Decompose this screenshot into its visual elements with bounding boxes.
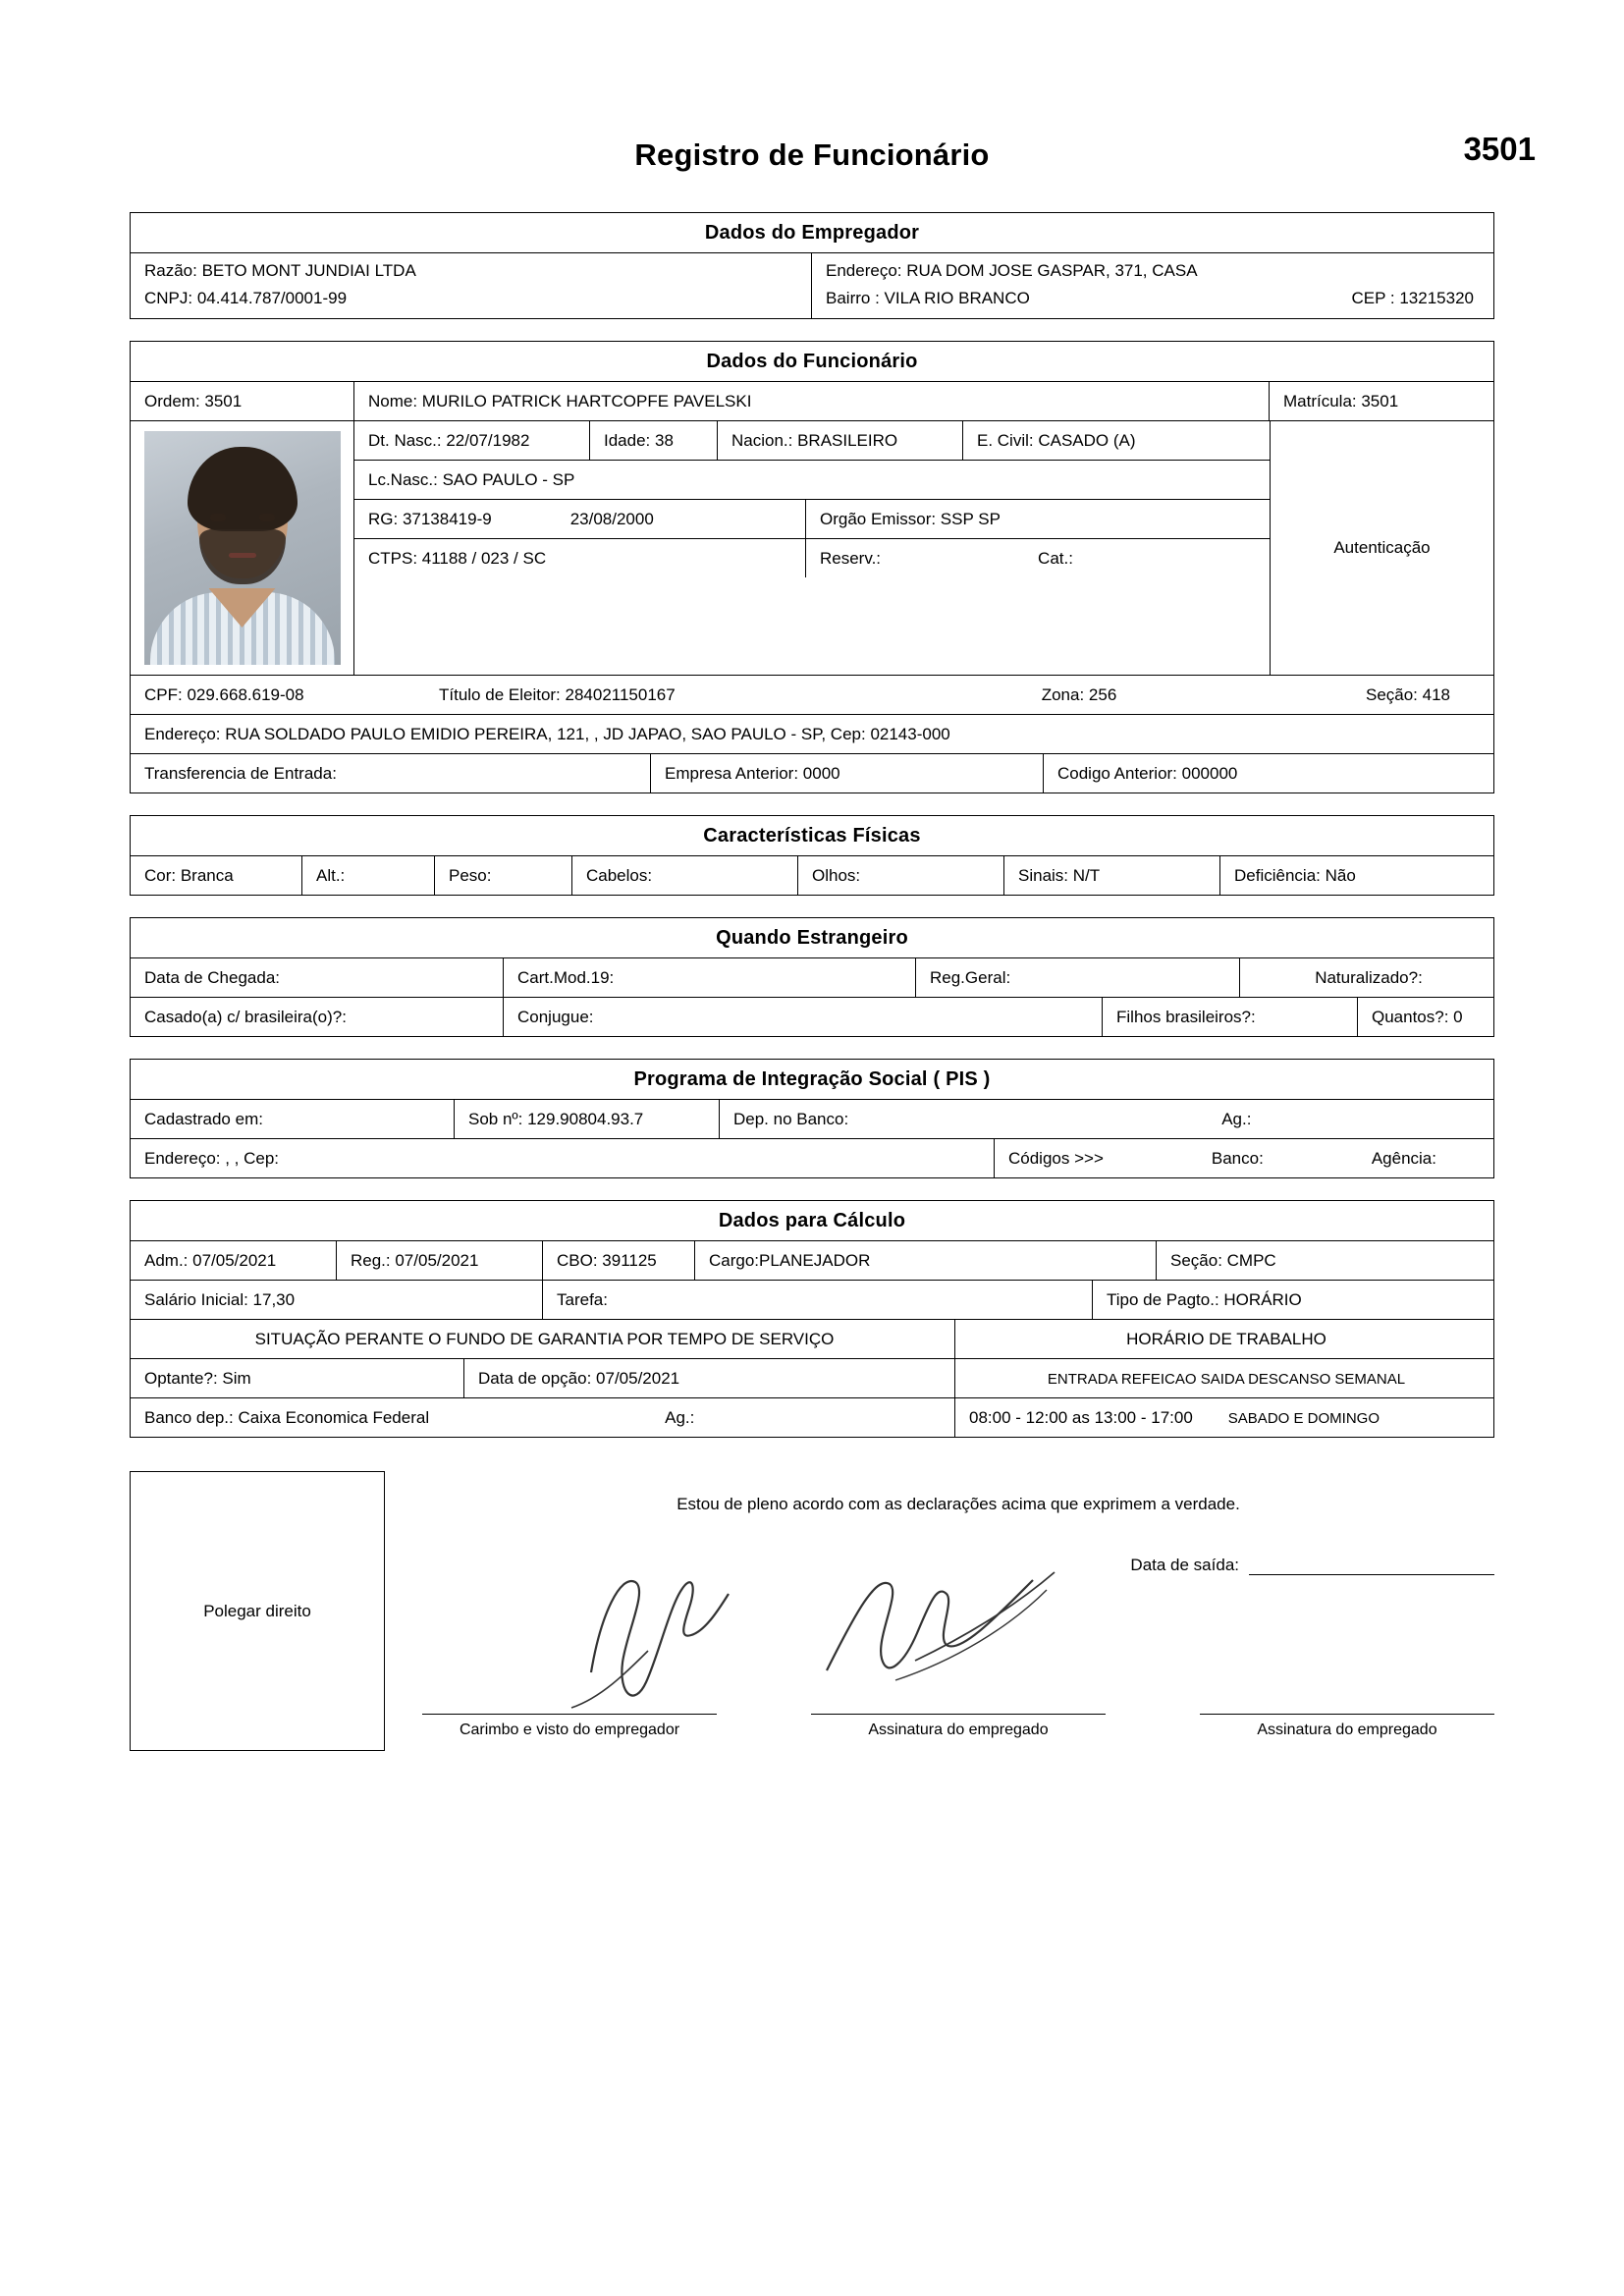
- field-zona: Zona: 256: [1041, 685, 1117, 704]
- field-reserv: Reserv.:: [820, 549, 882, 568]
- polegar-direito-box: [130, 1471, 385, 1751]
- field-cargo: Cargo:PLANEJADOR: [695, 1241, 1157, 1280]
- field-codigo-anterior: Codigo Anterior: 000000: [1057, 764, 1238, 783]
- field-cbo: CBO: 391125: [543, 1241, 695, 1280]
- field-cpf: CPF: 029.668.619-08: [144, 685, 304, 704]
- sig-carimbo: [422, 1714, 717, 1739]
- row-calculo-1: [131, 1241, 1493, 1281]
- field-transferencia: Transferencia de Entrada:: [131, 754, 651, 793]
- declaracao-acordo: Estou de pleno acordo com as declarações acima que exprimem a verdade.: [677, 1495, 1240, 1513]
- section-empregador: [130, 212, 1494, 319]
- row-calculo-subtitles: [131, 1320, 1493, 1359]
- field-adm: Adm.: 07/05/2021: [131, 1241, 337, 1280]
- row-fisicas: [131, 856, 1493, 895]
- field-reserva-cat: [806, 539, 1270, 577]
- field-ordem: Ordem: 3501: [131, 382, 354, 420]
- signature-empregado-1: [807, 1543, 1102, 1700]
- row-ctps: [354, 539, 1270, 577]
- row-calculo-optante: [131, 1359, 1493, 1398]
- empregador-left: [131, 253, 812, 318]
- photo-brow-left: [205, 502, 231, 509]
- field-secao-calculo: Seção: CMPC: [1170, 1251, 1276, 1270]
- field-empresa-anterior: Empresa Anterior: 0000: [651, 754, 1044, 793]
- horario-headers: ENTRADA REFEICAO SAIDA DESCANSO SEMANAL: [1047, 1370, 1406, 1388]
- field-banco-dep: Banco dep.: Caixa Economica Federal: [144, 1408, 430, 1427]
- field-naturalizado: Naturalizado?:: [1315, 968, 1423, 987]
- field-cep: CEP : 13215320: [1351, 289, 1474, 307]
- polegar-label: Polegar direito: [203, 1601, 311, 1620]
- field-banco-dep-group: [131, 1398, 955, 1437]
- field-cadastrado-em: Cadastrado em:: [131, 1100, 455, 1138]
- field-razao: Razão: BETO MONT JUNDIAI LTDA: [144, 261, 416, 280]
- document-header: [0, 0, 1624, 173]
- data-saida-group: [1130, 1556, 1494, 1575]
- field-tipo-pagto: Tipo de Pagto.: HORÁRIO: [1107, 1290, 1302, 1309]
- row-pis-2: [131, 1139, 1493, 1177]
- field-autenticacao: Autenticação: [1270, 421, 1493, 675]
- assinaturas: [422, 1714, 1494, 1739]
- page-title: Registro de Funcionário: [634, 137, 990, 172]
- field-secao-eleitoral: Seção: 418: [1365, 685, 1450, 704]
- row-rg: [354, 500, 1270, 539]
- section-caracteristicas-fisicas: [130, 815, 1494, 896]
- sig-empregado-2: [1200, 1714, 1494, 1739]
- empregador-right: [812, 253, 1493, 318]
- photo-brow-right: [254, 502, 280, 509]
- field-rg: RG: 37138419-9: [368, 510, 492, 528]
- field-endereco-empregador: Endereço: RUA DOM JOSE GASPAR, 371, CASA: [826, 261, 1198, 280]
- sig-empregado-1-label: Assinatura do empregado: [868, 1722, 1049, 1738]
- section-pis: [130, 1059, 1494, 1178]
- field-reg-geral: Reg.Geral:: [916, 958, 1240, 997]
- field-tarefa: Tarefa:: [543, 1281, 1093, 1319]
- row-pis-1: [131, 1100, 1493, 1139]
- empregador-body: [131, 253, 1493, 318]
- row-local-nascimento: [354, 461, 1270, 500]
- field-casado-brasileira: Casado(a) c/ brasileira(o)?:: [131, 998, 504, 1036]
- data-saida-label: Data de saída:: [1130, 1556, 1239, 1574]
- field-idade: Idade: 38: [590, 421, 718, 460]
- section-title-calculo: Dados para Cálculo: [131, 1201, 1493, 1241]
- field-sinais: Sinais: N/T: [1004, 856, 1220, 895]
- field-reg: Reg.: 07/05/2021: [337, 1241, 543, 1280]
- field-olhos: Olhos:: [798, 856, 1004, 895]
- section-title-funcionario: Dados do Funcionário: [131, 342, 1493, 382]
- section-funcionario: [130, 341, 1494, 793]
- field-banco: Banco:: [1211, 1149, 1264, 1168]
- funcionario-row-foto-dados: [131, 421, 1493, 676]
- subtitle-horario: HORÁRIO DE TRABALHO: [1126, 1330, 1326, 1348]
- field-rg-group: [354, 500, 806, 538]
- field-cat: Cat.:: [1038, 549, 1073, 568]
- sig-empregado-1-line: [811, 1714, 1106, 1715]
- field-ag-calculo: Ag.:: [665, 1408, 695, 1427]
- field-horario-valores: 08:00 - 12:00 as 13:00 - 17:00: [969, 1408, 1193, 1427]
- field-bairro: Bairro : VILA RIO BRANCO: [826, 289, 1030, 307]
- field-rg-data: 23/08/2000: [569, 510, 654, 528]
- field-cabelos: Cabelos:: [572, 856, 798, 895]
- row-cpf-titulo: [131, 676, 1493, 715]
- photo-eye-right: [259, 514, 275, 521]
- section-rodape: [130, 1471, 1494, 1751]
- field-ag-pis: Ag.:: [1221, 1110, 1252, 1128]
- field-local-nascimento: Lc.Nasc.: SAO PAULO - SP: [368, 470, 575, 489]
- horario-valores-group: [955, 1398, 1493, 1437]
- field-altura: Alt.:: [302, 856, 435, 895]
- funcionario-row-identificacao: [131, 382, 1493, 421]
- field-codigos-group: [995, 1139, 1493, 1177]
- field-cart-mod-19: Cart.Mod.19:: [504, 958, 916, 997]
- photo-image: [144, 431, 341, 665]
- sig-empregado-2-label: Assinatura do empregado: [1257, 1722, 1437, 1738]
- field-titulo-eleitor: Título de Eleitor: 284021150167: [439, 685, 676, 704]
- section-estrangeiro: [130, 917, 1494, 1037]
- funcionario-detalhes: [354, 421, 1270, 675]
- row-endereco-funcionario: [131, 715, 1493, 754]
- row-transferencia: [131, 754, 1493, 793]
- field-quantos: Quantos?: 0: [1372, 1008, 1463, 1026]
- section-title-estrangeiro: Quando Estrangeiro: [131, 918, 1493, 958]
- field-data-opcao: Data de opção: 07/05/2021: [464, 1359, 955, 1397]
- field-filhos-brasileiros: Filhos brasileiros?:: [1103, 998, 1358, 1036]
- row-estrangeiro-1: [131, 958, 1493, 998]
- field-dep-banco-ag: [720, 1100, 1493, 1138]
- row-calculo-banco: [131, 1398, 1493, 1437]
- subtitle-fgts: SITUAÇÃO PERANTE O FUNDO DE GARANTIA POR TEMPO DE SERVIÇO: [131, 1320, 955, 1358]
- document-number: 3501: [1463, 131, 1536, 167]
- field-orgao-emissor: Orgão Emissor: SSP SP: [820, 510, 1001, 528]
- field-cor: Cor: Branca: [131, 856, 302, 895]
- data-saida-line[interactable]: [1249, 1558, 1494, 1575]
- field-nome: Nome: MURILO PATRICK HARTCOPFE PAVELSKI: [354, 382, 1270, 420]
- document-content: [0, 212, 1624, 1751]
- photo-hair: [188, 447, 298, 531]
- section-calculo: [130, 1200, 1494, 1438]
- photo-mouth: [229, 553, 256, 558]
- field-nacionalidade: Nacion.: BRASILEIRO: [718, 421, 963, 460]
- employee-photo: [131, 421, 354, 675]
- field-sob-numero: Sob nº: 129.90804.93.7: [455, 1100, 720, 1138]
- sig-carimbo-label: Carimbo e visto do empregador: [459, 1722, 680, 1738]
- row-nascimento: [354, 421, 1270, 461]
- rodape-direita: [385, 1471, 1494, 1751]
- row-estrangeiro-2: [131, 998, 1493, 1036]
- field-dt-nasc: Dt. Nasc.: 22/07/1982: [354, 421, 590, 460]
- field-cnpj: CNPJ: 04.414.787/0001-99: [144, 289, 348, 307]
- section-title-fisicas: Características Físicas: [131, 816, 1493, 856]
- sig-carimbo-line: [422, 1714, 717, 1715]
- field-descanso-semanal: SABADO E DOMINGO: [1227, 1409, 1380, 1427]
- field-estado-civil: E. Civil: CASADO (A): [977, 431, 1136, 450]
- field-data-chegada: Data de Chegada:: [131, 958, 504, 997]
- field-ctps: CTPS: 41188 / 023 / SC: [354, 539, 806, 577]
- field-endereco-pis: Endereço: , , Cep:: [131, 1139, 995, 1177]
- field-codigos: Códigos >>>: [1008, 1149, 1104, 1168]
- field-conjugue: Conjugue:: [504, 998, 1103, 1036]
- field-optante: Optante?: Sim: [131, 1359, 464, 1397]
- field-endereco-funcionario: Endereço: RUA SOLDADO PAULO EMIDIO PEREIRA, 121, , JD JAPAO, SAO PAULO - SP, Cep: 02143-000: [144, 725, 950, 743]
- field-deficiencia: Deficiência: Não: [1234, 866, 1356, 885]
- field-peso: Peso:: [435, 856, 572, 895]
- field-salario-inicial: Salário Inicial: 17,30: [131, 1281, 543, 1319]
- signature-carimbo: [532, 1525, 817, 1712]
- section-title-empregador: Dados do Empregador: [131, 213, 1493, 253]
- photo-eye-left: [210, 514, 226, 521]
- section-title-pis: Programa de Integração Social ( PIS ): [131, 1060, 1493, 1100]
- field-agencia: Agência:: [1371, 1149, 1436, 1168]
- sig-empregado-2-line: [1200, 1714, 1494, 1715]
- row-calculo-2: [131, 1281, 1493, 1320]
- field-matricula: Matrícula: 3501: [1283, 392, 1399, 410]
- sig-empregado-1: [811, 1714, 1106, 1739]
- field-dep-banco: Dep. no Banco:: [733, 1110, 849, 1128]
- empregador-bairro-cep: [812, 287, 1493, 318]
